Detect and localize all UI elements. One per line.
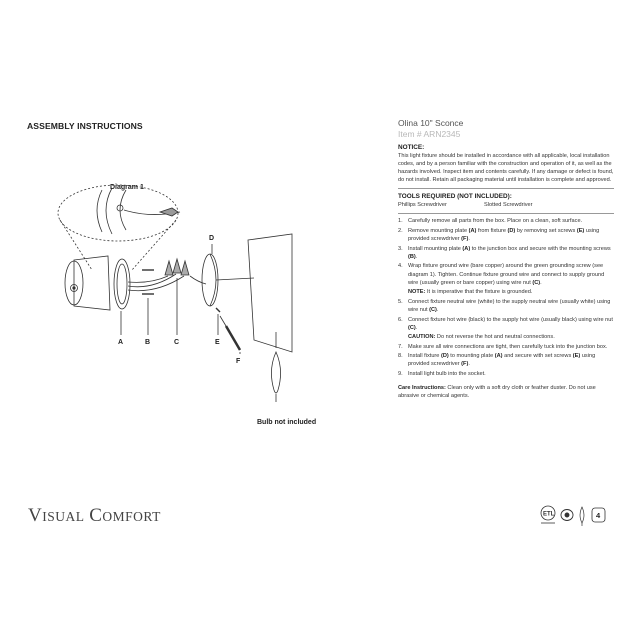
brand-logo: VISUAL COMFORT — [28, 505, 161, 526]
screwdriver-f — [226, 326, 240, 350]
svg-text:ETL: ETL — [543, 511, 555, 518]
label-e: E — [215, 339, 220, 346]
diagram-title: Diagram 1 — [110, 184, 144, 191]
step-note — [398, 288, 614, 296]
step-number: 7. — [398, 343, 403, 350]
bulb-note: Bulb not included — [257, 419, 317, 426]
certification-icons — [538, 503, 618, 527]
label-f: F — [236, 358, 241, 365]
step-item — [398, 227, 614, 243]
tool-item: Phillips Screwdriver — [398, 202, 447, 209]
steps-list — [398, 217, 614, 378]
label-c: C — [174, 339, 180, 346]
label-b: B — [145, 339, 151, 346]
light-bulb — [271, 352, 280, 393]
step-item — [398, 370, 614, 378]
damp-rated-icon — [561, 510, 573, 521]
step-item — [398, 298, 614, 314]
section-heading: ASSEMBLY INSTRUCTIONS — [27, 121, 143, 131]
step-item — [398, 262, 614, 286]
step-number: 4. — [398, 263, 403, 270]
item-number: Item # ARN2345 — [398, 129, 461, 139]
divider — [398, 188, 614, 189]
label-d: D — [209, 235, 215, 242]
step-number: 2. — [398, 228, 403, 235]
page-number — [592, 508, 605, 522]
step-note — [398, 333, 614, 341]
step-item — [398, 316, 614, 332]
step-number — [398, 333, 408, 341]
etl-listed-icon — [541, 506, 555, 523]
step-text: Make sure all wire connections are tight, then carefully tuck into the junction box. — [408, 343, 608, 350]
instructions-column — [398, 118, 614, 400]
step-text: CAUTION: Do not reverse the hot and neutral connections. — [408, 334, 555, 341]
tool-item: Slotted Screwdriver — [484, 202, 533, 209]
step-text: Wrap fixture ground wire (bare copper) around the green grounding screw (see diagram 1). Tighten. Continue fixture ground wire and connect to supply ground wire (usually green or bare copper) using wire nut (C). — [408, 263, 605, 286]
step-number: 9. — [398, 371, 403, 378]
step-number — [398, 288, 408, 296]
step-text: NOTE: It is imperative that the fixture is grounded. — [408, 289, 533, 296]
step-item — [398, 343, 614, 351]
step-text: Remove mounting plate (A) from fixture (D) by removing set screws (E) using provided screwdriver (F). — [408, 228, 600, 243]
step-text: Install mounting plate (A) to the junction box and secure with the mounting screws (B). — [408, 245, 611, 260]
notice-heading: NOTICE: — [398, 144, 425, 151]
notice-text: This light fixture should be installed in accordance with all applicable, local installation codes, and by a person familiar with the construction and operation of it, as well as the hazards involved. Inspect item and contents carefully. If any damage or defect is found, do not install. Retain all packaging material until installation is complete and approved. — [398, 153, 614, 184]
divider — [398, 213, 614, 214]
step-text: Install fixture (D) to mounting plate (A) and secure with set screws (E) using provided screwdriver (F). — [408, 353, 596, 368]
care-instructions: Care Instructions: Clean only with a soft dry cloth or feather duster. Do not use abrasive or chemical agents. — [398, 385, 596, 400]
svg-text:4: 4 — [596, 511, 601, 520]
step-number: 6. — [398, 316, 403, 323]
step-text: Carefully remove all parts from the box. Place on a clean, soft surface. — [408, 218, 583, 225]
label-a: A — [118, 339, 124, 346]
product-name: Olina 10" Sconce — [398, 118, 464, 128]
lamp-shade — [248, 234, 292, 352]
step-item — [398, 352, 614, 368]
mounting-plate-a — [114, 259, 130, 309]
step-item — [398, 217, 614, 225]
step-text: Install light bulb into the socket. — [408, 371, 486, 378]
step-text: Connect fixture hot wire (black) to the supply hot wire (usually black) using wire nut (C). — [408, 316, 613, 331]
step-number: 5. — [398, 298, 403, 305]
step-number: 8. — [398, 353, 403, 360]
step-number: 3. — [398, 245, 403, 252]
step-text: Connect fixture neutral wire (white) to the supply neutral wire (usually white) using wire nut (C). — [408, 298, 611, 313]
assembly-diagram — [40, 160, 340, 430]
step-item — [398, 245, 614, 261]
step-number: 1. — [398, 218, 403, 225]
diagram-1-detail-ellipse — [58, 185, 178, 241]
bulb-type-icon — [580, 507, 584, 526]
tools-heading: TOOLS REQUIRED (NOT INCLUDED): — [398, 193, 512, 201]
tools-list — [398, 201, 614, 209]
